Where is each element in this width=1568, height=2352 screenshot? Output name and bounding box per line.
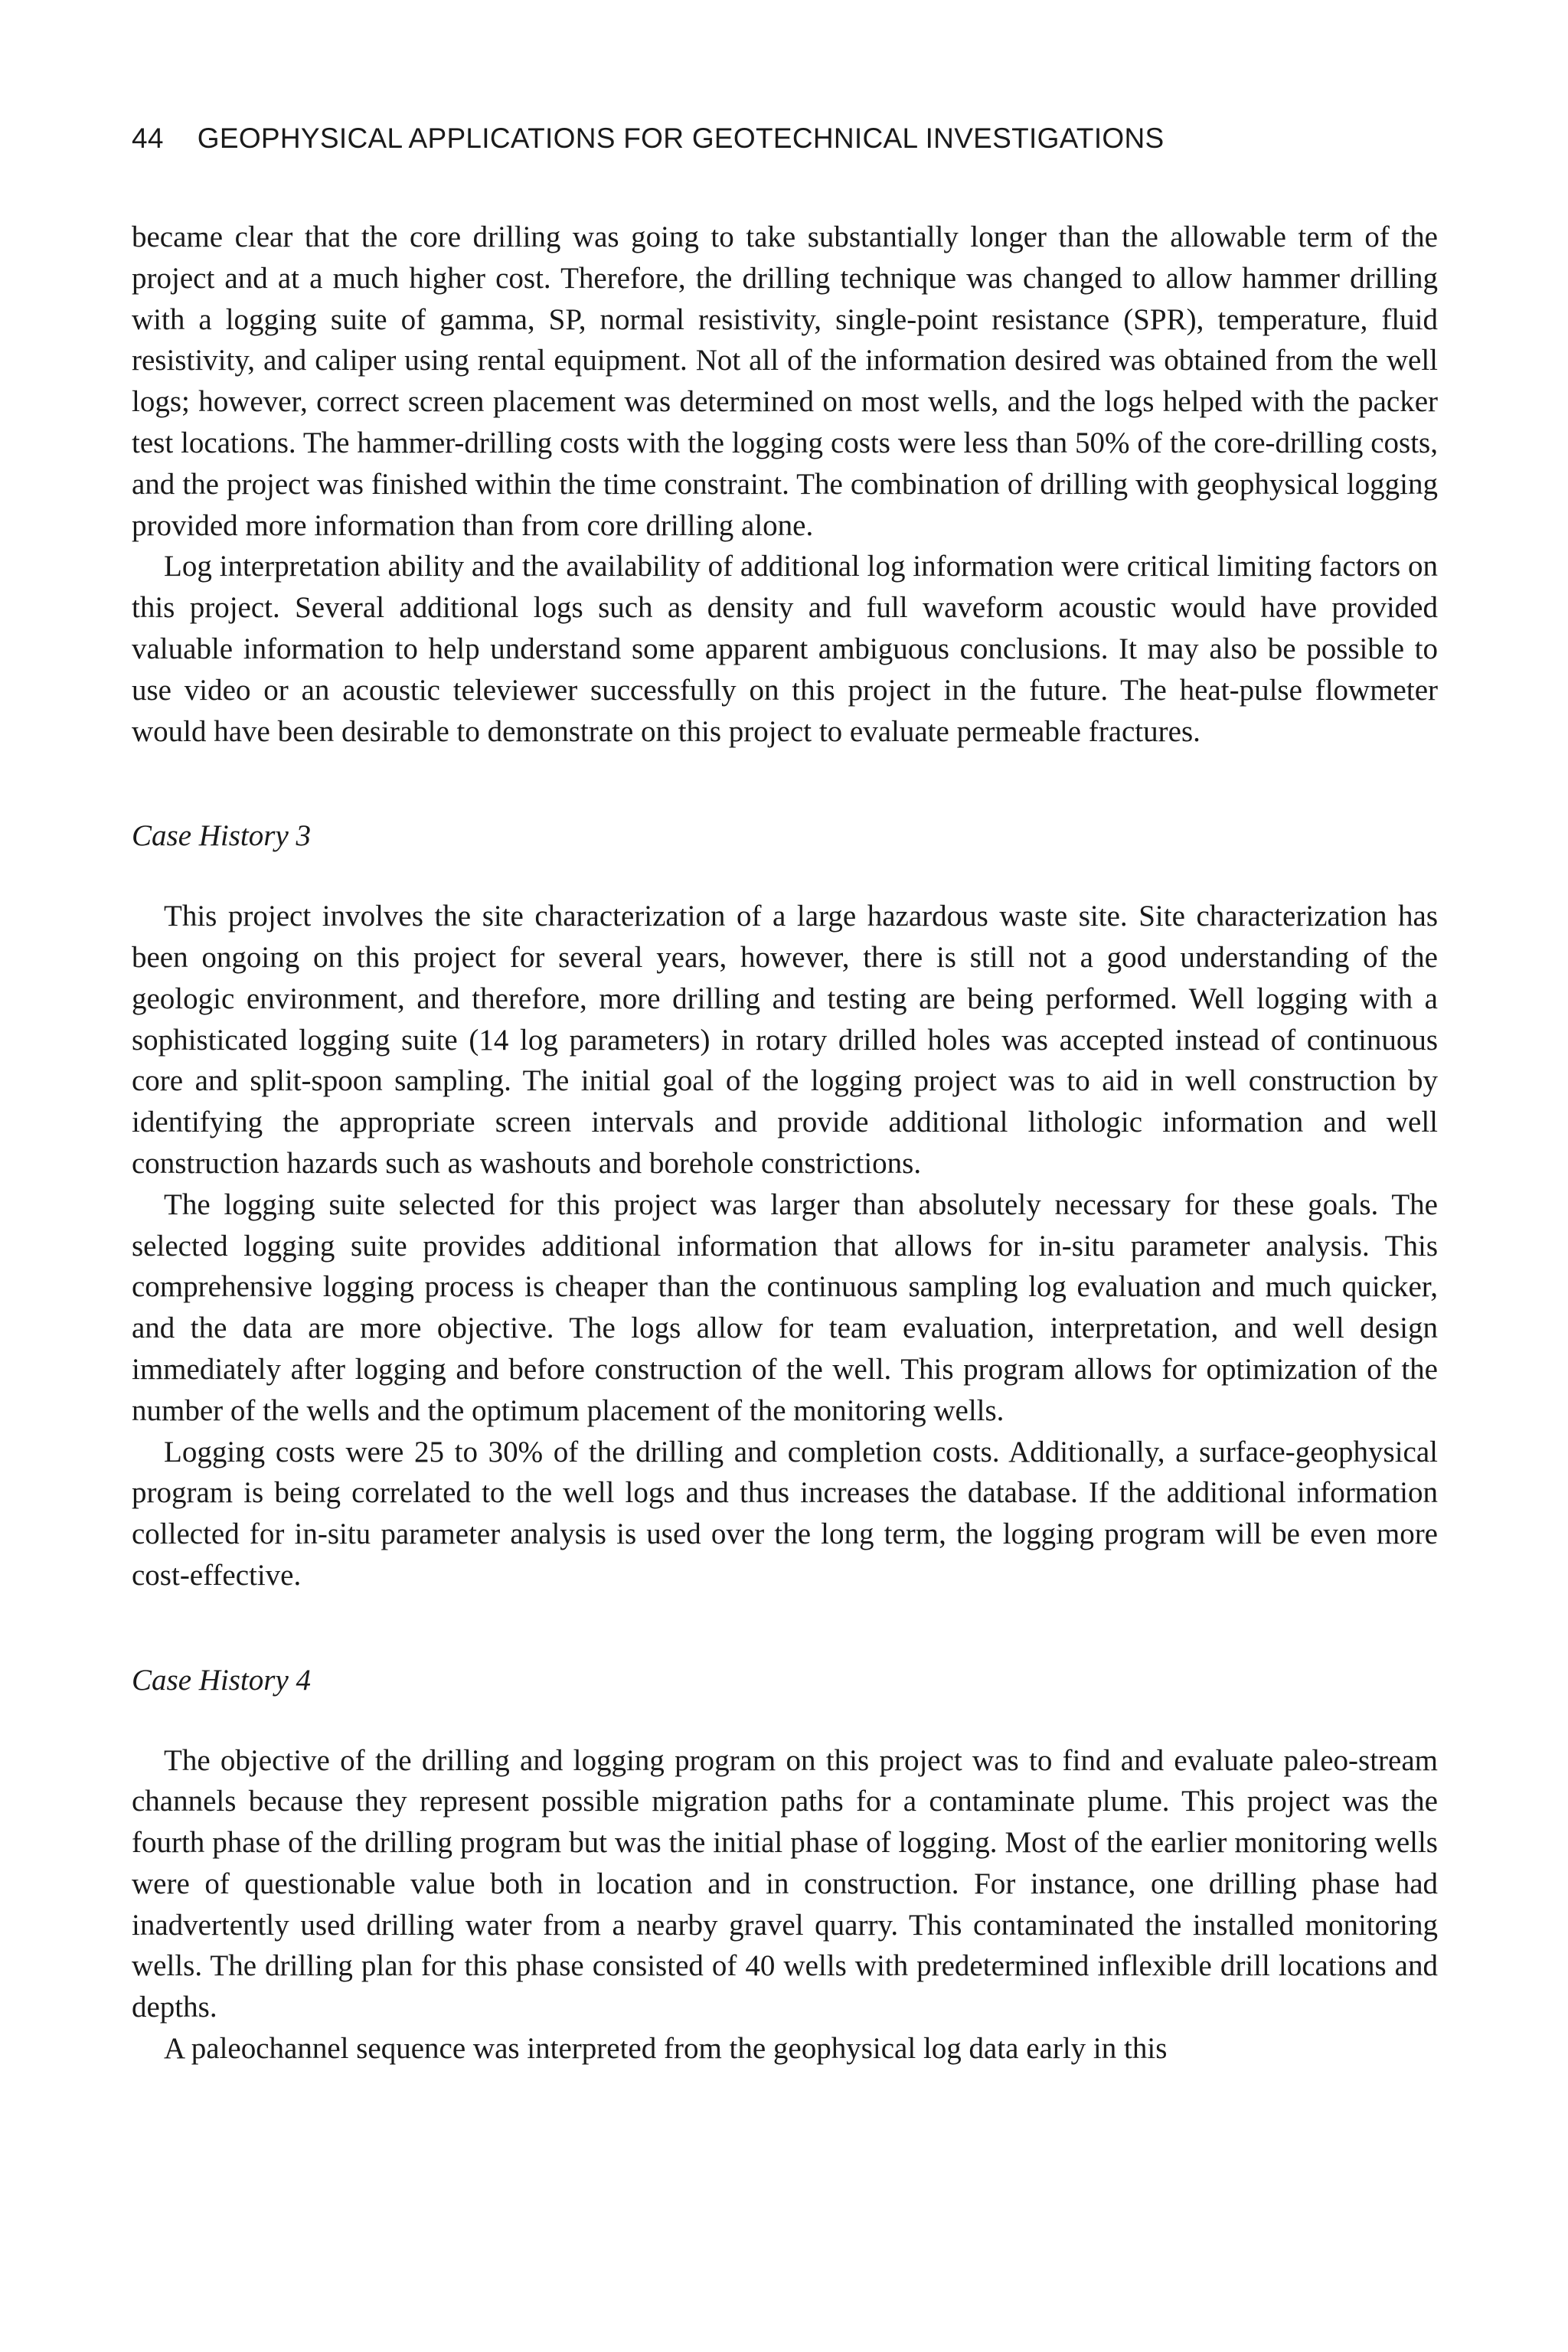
- paragraph: This project involves the site characterization of a large hazardous waste site. Site characterization has been ongoing on this project for several years, however, there is still not a good understanding of the geologic environment, and therefore, more drilling and testing are being performed. Well logging with a sophisticated logging suite (14 log parameters) in rotary drilled holes was accepted instead of continuous core and split-spoon sampling. The initial goal of the logging project was to aid in well construction by identifying the appropriate screen intervals and provide additional lithologic information and well construction hazards such as washouts and borehole constrictions.: [132, 900, 1438, 1180]
- paragraph-continues: A paleochannel sequence was interpreted from the geophysical log data early in this: [164, 2032, 1168, 2066]
- running-title: GEOPHYSICAL APPLICATIONS FOR GEOTECHNICAL INVESTIGATIONS: [197, 122, 1165, 154]
- page-number: 44: [132, 122, 164, 154]
- body-text: [132, 217, 1438, 2069]
- section-heading-case-history-3: Case History 3: [132, 819, 311, 853]
- paragraph: Log interpretation ability and the availability of additional log information were critical limiting factors on this project. Several additional logs such as density and full waveform acoustic would have provided valuable information to help understand some apparent ambiguous conclusions. It may also be possible to use video or an acoustic televiewer successfully on this project in the future. The heat-pulse flowmeter would have been desirable to demonstrate on this project to evaluate permeable fractures.: [132, 550, 1438, 748]
- paragraph: The objective of the drilling and logging program on this project was to find and evaluate paleo-stream channels because they represent possible migration paths for a contaminate plume. This project was the fourth phase of the drilling program but was the initial phase of logging. Most of the earlier monitoring wells were of questionable value both in location and in construction. For instance, one drilling phase had inadvertently used drilling water from a nearby gravel quarry. This contaminated the installed monitoring wells. The drilling plan for this phase consisted of 40 wells with predetermined inflexible drill locations and depths.: [132, 1743, 1438, 2024]
- paragraph-continued: became clear that the core drilling was going to take substantially longer than the allowable term of the project and at a much higher cost. Therefore, the drilling technique was changed to allow hammer drilling with a logging suite of gamma, SP, normal resistivity, single-point resistance (SPR), temperature, fluid resistivity, and caliper using rental equipment. Not all of the information desired was obtained from the well logs; however, correct screen placement was determined on most wells, and the logs helped with the packer test locations. The hammer-drilling costs with the logging costs were less than 50% of the core-drilling costs, and the project was finished within the time constraint. The combination of drilling with geophysical logging provided more information than from core drilling alone.: [132, 220, 1438, 542]
- running-header: [132, 122, 1449, 155]
- section-heading-case-history-4: Case History 4: [132, 1663, 311, 1697]
- paragraph: The logging suite selected for this project was larger than absolutely necessary for these goals. The selected logging suite provides additional information that allows for in-situ parameter analysis. This comprehensive logging process is cheaper than the continuous sampling log evaluation and much quicker, and the data are more objective. The logs allow for team evaluation, interpretation, and well design immediately after logging and before construction of the well. This program allows for optimization of the number of the wells and the optimum placement of the monitoring wells.: [132, 1187, 1438, 1427]
- paragraph: Logging costs were 25 to 30% of the drilling and completion costs. Additionally, a surface-geophysical program is being correlated to the well logs and thus increases the database. If the additional information collected for in-situ parameter analysis is used over the long term, the logging program will be even more cost-effective.: [132, 1435, 1438, 1592]
